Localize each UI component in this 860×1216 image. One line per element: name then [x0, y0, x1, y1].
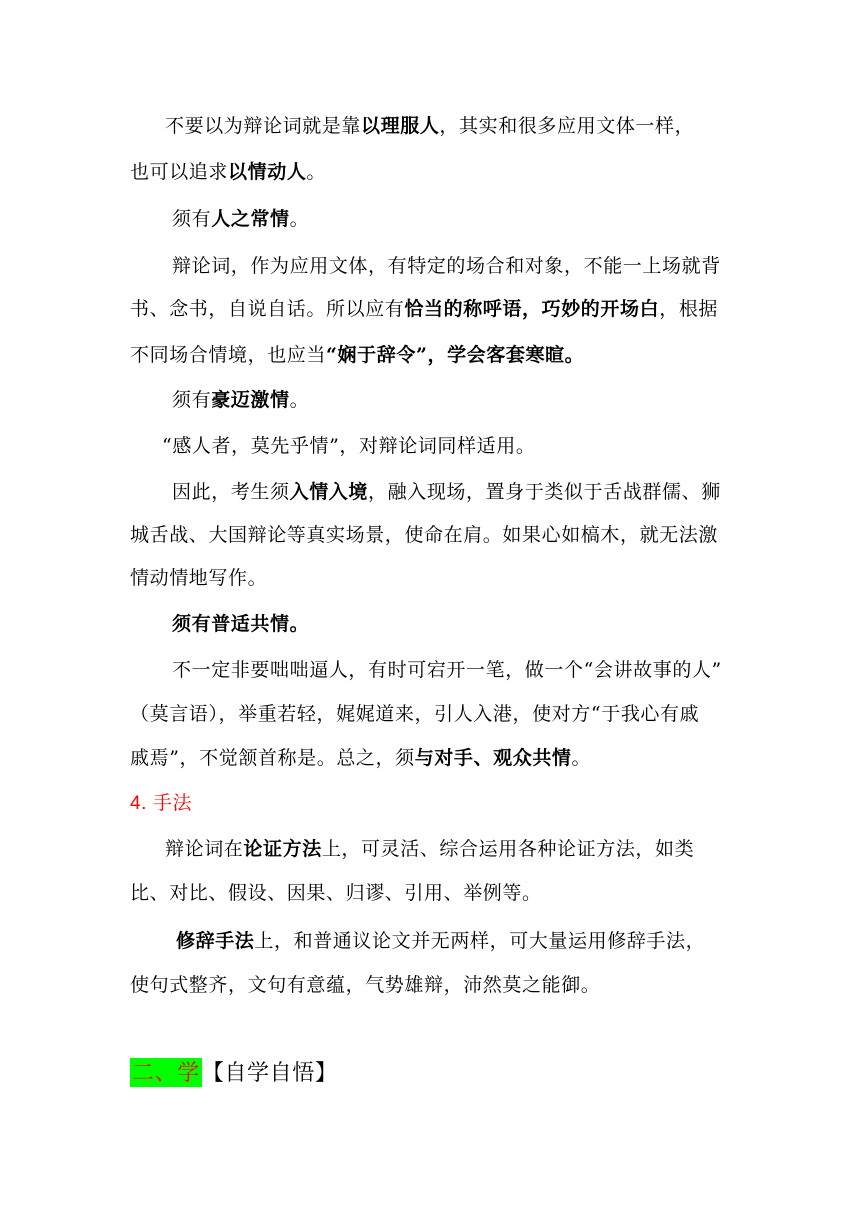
paragraph-3: “感人者，莫先乎情”，对辩论词同样适用。 [162, 435, 536, 457]
subheading-empathy: 须有普适共情。 [172, 613, 310, 635]
paragraph-4-line-2: 城舌战、大国辩论等真实场景，使命在肩。如果心如槁木，就无法激 [130, 524, 719, 546]
part-2-bracket-title: 【自学自悟】 [201, 1060, 338, 1085]
subheading-passion: 须有豪迈激情。 [172, 389, 310, 411]
part-2-label-highlighted: 二、学 [132, 1060, 200, 1085]
part-2-heading [130, 1058, 337, 1088]
paragraph-7-line-2: 使句式整齐，文句有意蕴，气势雄辩，沛然莫之能御。 [130, 974, 601, 996]
section-4-heading: 4. 手法 [130, 793, 193, 814]
emphasis-emotion: 以情动人 [228, 161, 307, 183]
emphasis-reason: 以理服人 [361, 115, 440, 137]
paragraph-5-line-1: 不一定非要咄咄逼人，有时可宕开一笔，做一个“会讲故事的人” [172, 659, 722, 681]
paragraph-6-line-1: 辩论词在论证方法上，可灵活、综合运用各种论证方法，如类 [165, 838, 695, 860]
paragraph-4-line-1: 因此，考生须入情入境，融入现场，置身于类似于舌战群儒、狮 [172, 481, 721, 503]
paragraph-7-line-1: 修辞手法上，和普通议论文并无两样，可大量运用修辞手法， [176, 930, 706, 952]
paragraph-1-line-2: 也可以追求以情动人。 [130, 161, 327, 183]
subheading-common-feeling: 须有人之常情。 [172, 208, 310, 230]
paragraph-5-line-2: （莫言语），举重若轻，娓娓道来，引人入港，使对方“于我心有戚 [130, 703, 700, 725]
paragraph-5-line-3: 戚焉”，不觉颔首称是。总之，须与对手、观众共情。 [130, 747, 592, 769]
paragraph-2-line-1: 辩论词，作为应用文体，有特定的场合和对象，不能一上场就背 [172, 255, 721, 277]
paragraph-2-line-3: 不同场合情境，也应当“娴于辞令”，学会客套寒暄。 [130, 344, 585, 366]
paragraph-6-line-2: 比、对比、假设、因果、归谬、引用、举例等。 [130, 882, 542, 904]
paragraph-4-line-3: 情动情地写作。 [130, 567, 268, 589]
paragraph-1-line-1: 不要以为辩论词就是靠以理服人，其实和很多应用文体一样， [165, 115, 695, 137]
paragraph-2-line-2: 书、念书，自说自话。所以应有恰当的称呼语，巧妙的开场白，根据 [130, 298, 719, 320]
